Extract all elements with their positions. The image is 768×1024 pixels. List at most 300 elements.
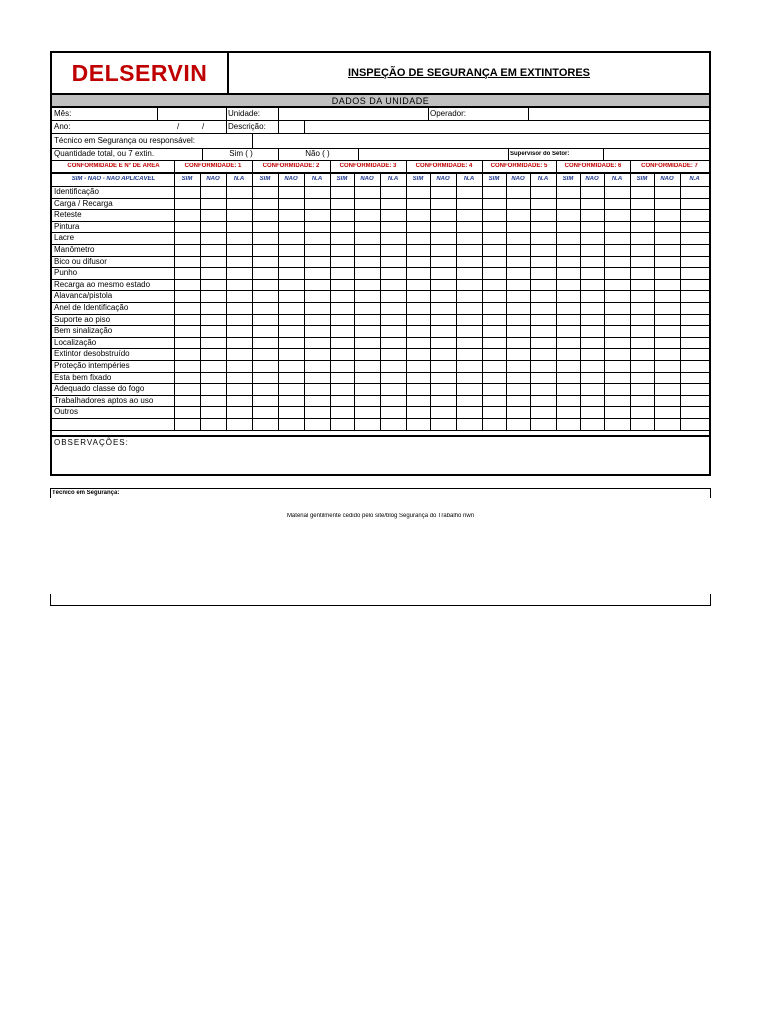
check-cell[interactable]	[407, 257, 430, 268]
check-cell[interactable]	[431, 245, 456, 256]
check-cell[interactable]	[253, 210, 278, 221]
check-cell[interactable]	[431, 384, 456, 395]
check-cell[interactable]	[605, 315, 630, 326]
check-cell[interactable]	[507, 245, 530, 256]
check-cell[interactable]	[655, 315, 680, 326]
check-cell[interactable]	[681, 407, 709, 418]
check-cell[interactable]	[531, 233, 556, 244]
check-cell[interactable]	[507, 303, 530, 314]
check-cell[interactable]	[305, 187, 330, 198]
observations-field[interactable]	[52, 435, 709, 474]
check-cell[interactable]	[201, 338, 226, 349]
descricao-field[interactable]	[305, 121, 707, 133]
check-cell[interactable]	[557, 315, 580, 326]
check-cell[interactable]	[581, 245, 604, 256]
check-cell[interactable]	[431, 303, 456, 314]
check-cell[interactable]	[655, 268, 680, 279]
check-cell[interactable]	[507, 419, 530, 430]
check-cell[interactable]	[431, 338, 456, 349]
check-cell[interactable]	[457, 349, 482, 360]
check-cell[interactable]	[557, 257, 580, 268]
check-cell[interactable]	[175, 291, 200, 302]
check-cell[interactable]	[483, 361, 506, 372]
check-cell[interactable]	[253, 187, 278, 198]
check-cell[interactable]	[431, 210, 456, 221]
check-cell[interactable]	[253, 280, 278, 291]
check-cell[interactable]	[175, 349, 200, 360]
check-cell[interactable]	[531, 349, 556, 360]
check-cell[interactable]	[605, 245, 630, 256]
check-cell[interactable]	[175, 257, 200, 268]
check-cell[interactable]	[483, 326, 506, 337]
check-cell[interactable]	[355, 222, 380, 233]
check-cell[interactable]	[507, 396, 530, 407]
check-cell[interactable]	[431, 199, 456, 210]
check-cell[interactable]	[681, 315, 709, 326]
check-cell[interactable]	[457, 245, 482, 256]
check-cell[interactable]	[201, 419, 226, 430]
check-cell[interactable]	[331, 233, 354, 244]
check-cell[interactable]	[531, 384, 556, 395]
check-cell[interactable]	[531, 407, 556, 418]
check-cell[interactable]	[655, 210, 680, 221]
check-cell[interactable]	[253, 396, 278, 407]
check-cell[interactable]	[331, 245, 354, 256]
check-cell[interactable]	[655, 326, 680, 337]
check-cell[interactable]	[581, 291, 604, 302]
check-cell[interactable]	[175, 419, 200, 430]
check-cell[interactable]	[457, 222, 482, 233]
check-cell[interactable]	[253, 199, 278, 210]
check-cell[interactable]	[331, 199, 354, 210]
check-cell[interactable]	[331, 407, 354, 418]
check-cell[interactable]	[605, 291, 630, 302]
check-cell[interactable]	[407, 326, 430, 337]
check-cell[interactable]	[655, 396, 680, 407]
check-cell[interactable]	[531, 326, 556, 337]
check-cell[interactable]	[331, 326, 354, 337]
check-cell[interactable]	[253, 407, 278, 418]
check-cell[interactable]	[227, 326, 252, 337]
check-cell[interactable]	[457, 187, 482, 198]
check-cell[interactable]	[227, 210, 252, 221]
check-cell[interactable]	[431, 407, 456, 418]
check-cell[interactable]	[557, 245, 580, 256]
check-cell[interactable]	[305, 280, 330, 291]
check-cell[interactable]	[457, 338, 482, 349]
check-cell[interactable]	[483, 199, 506, 210]
check-cell[interactable]	[681, 280, 709, 291]
check-cell[interactable]	[581, 233, 604, 244]
check-cell[interactable]	[279, 187, 304, 198]
check-cell[interactable]	[655, 349, 680, 360]
nao-option[interactable]: Não ( )	[305, 150, 330, 158]
check-cell[interactable]	[279, 303, 304, 314]
check-cell[interactable]	[681, 199, 709, 210]
check-cell[interactable]	[279, 245, 304, 256]
check-cell[interactable]	[631, 280, 654, 291]
check-cell[interactable]	[655, 245, 680, 256]
check-cell[interactable]	[431, 361, 456, 372]
check-cell[interactable]	[581, 210, 604, 221]
check-cell[interactable]	[331, 396, 354, 407]
check-cell[interactable]	[175, 361, 200, 372]
check-cell[interactable]	[557, 349, 580, 360]
check-cell[interactable]	[457, 303, 482, 314]
check-cell[interactable]	[631, 349, 654, 360]
check-cell[interactable]	[381, 280, 406, 291]
check-cell[interactable]	[331, 187, 354, 198]
check-cell[interactable]	[581, 361, 604, 372]
check-cell[interactable]	[581, 384, 604, 395]
check-cell[interactable]	[581, 257, 604, 268]
check-cell[interactable]	[355, 187, 380, 198]
check-cell[interactable]	[175, 396, 200, 407]
check-cell[interactable]	[557, 291, 580, 302]
check-cell[interactable]	[581, 373, 604, 384]
check-cell[interactable]	[175, 315, 200, 326]
check-cell[interactable]	[331, 338, 354, 349]
check-cell[interactable]	[227, 407, 252, 418]
check-cell[interactable]	[483, 257, 506, 268]
check-cell[interactable]	[605, 396, 630, 407]
check-cell[interactable]	[331, 291, 354, 302]
check-cell[interactable]	[557, 222, 580, 233]
check-cell[interactable]	[279, 419, 304, 430]
check-cell[interactable]	[605, 187, 630, 198]
check-cell[interactable]	[681, 245, 709, 256]
check-cell[interactable]	[507, 407, 530, 418]
check-cell[interactable]	[305, 245, 330, 256]
check-cell[interactable]	[483, 384, 506, 395]
check-cell[interactable]	[331, 280, 354, 291]
check-cell[interactable]	[581, 338, 604, 349]
check-cell[interactable]	[253, 419, 278, 430]
check-cell[interactable]	[605, 373, 630, 384]
check-cell[interactable]	[581, 268, 604, 279]
check-cell[interactable]	[557, 303, 580, 314]
check-cell[interactable]	[655, 384, 680, 395]
check-cell[interactable]	[483, 338, 506, 349]
check-cell[interactable]	[457, 233, 482, 244]
check-cell[interactable]	[305, 419, 330, 430]
check-cell[interactable]	[431, 373, 456, 384]
check-cell[interactable]	[227, 222, 252, 233]
check-cell[interactable]	[483, 280, 506, 291]
check-cell[interactable]	[605, 199, 630, 210]
check-cell[interactable]	[631, 384, 654, 395]
check-cell[interactable]	[631, 326, 654, 337]
check-cell[interactable]	[381, 384, 406, 395]
check-cell[interactable]	[407, 315, 430, 326]
check-cell[interactable]	[507, 210, 530, 221]
check-cell[interactable]	[355, 315, 380, 326]
check-cell[interactable]	[201, 268, 226, 279]
check-cell[interactable]	[655, 222, 680, 233]
check-cell[interactable]	[201, 326, 226, 337]
check-cell[interactable]	[531, 396, 556, 407]
check-cell[interactable]	[355, 338, 380, 349]
check-cell[interactable]	[631, 245, 654, 256]
check-cell[interactable]	[175, 280, 200, 291]
check-cell[interactable]	[305, 361, 330, 372]
check-cell[interactable]	[557, 361, 580, 372]
check-cell[interactable]	[457, 315, 482, 326]
check-cell[interactable]	[355, 268, 380, 279]
check-cell[interactable]	[483, 419, 506, 430]
check-cell[interactable]	[201, 396, 226, 407]
supervisor-field[interactable]	[604, 149, 707, 160]
check-cell[interactable]	[381, 245, 406, 256]
check-cell[interactable]	[655, 303, 680, 314]
check-cell[interactable]	[507, 280, 530, 291]
check-cell[interactable]	[581, 199, 604, 210]
check-cell[interactable]	[253, 245, 278, 256]
check-cell[interactable]	[355, 233, 380, 244]
check-cell[interactable]	[557, 338, 580, 349]
check-cell[interactable]	[253, 349, 278, 360]
check-cell[interactable]	[201, 384, 226, 395]
check-cell[interactable]	[655, 257, 680, 268]
check-cell[interactable]	[605, 280, 630, 291]
check-cell[interactable]	[355, 407, 380, 418]
check-cell[interactable]	[407, 233, 430, 244]
check-cell[interactable]	[227, 361, 252, 372]
check-cell[interactable]	[483, 233, 506, 244]
check-cell[interactable]	[631, 396, 654, 407]
check-cell[interactable]	[605, 419, 630, 430]
check-cell[interactable]	[681, 291, 709, 302]
check-cell[interactable]	[681, 233, 709, 244]
check-cell[interactable]	[605, 268, 630, 279]
check-cell[interactable]	[507, 233, 530, 244]
check-cell[interactable]	[655, 373, 680, 384]
check-cell[interactable]	[431, 233, 456, 244]
check-cell[interactable]	[655, 199, 680, 210]
check-cell[interactable]	[655, 338, 680, 349]
check-cell[interactable]	[201, 210, 226, 221]
check-cell[interactable]	[355, 373, 380, 384]
check-cell[interactable]	[631, 338, 654, 349]
check-cell[interactable]	[605, 257, 630, 268]
check-cell[interactable]	[305, 257, 330, 268]
check-cell[interactable]	[201, 361, 226, 372]
check-cell[interactable]	[605, 407, 630, 418]
check-cell[interactable]	[305, 373, 330, 384]
check-cell[interactable]	[531, 315, 556, 326]
check-cell[interactable]	[681, 210, 709, 221]
check-cell[interactable]	[655, 280, 680, 291]
check-cell[interactable]	[557, 407, 580, 418]
check-cell[interactable]	[507, 257, 530, 268]
check-cell[interactable]	[605, 349, 630, 360]
check-cell[interactable]	[381, 315, 406, 326]
check-cell[interactable]	[457, 326, 482, 337]
check-cell[interactable]	[331, 210, 354, 221]
check-cell[interactable]	[305, 338, 330, 349]
check-cell[interactable]	[431, 222, 456, 233]
check-cell[interactable]	[581, 419, 604, 430]
check-cell[interactable]	[557, 384, 580, 395]
check-cell[interactable]	[253, 326, 278, 337]
check-cell[interactable]	[381, 396, 406, 407]
check-cell[interactable]	[305, 315, 330, 326]
check-cell[interactable]	[253, 338, 278, 349]
check-cell[interactable]	[227, 291, 252, 302]
check-cell[interactable]	[227, 396, 252, 407]
check-cell[interactable]	[407, 361, 430, 372]
check-cell[interactable]	[201, 280, 226, 291]
check-cell[interactable]	[355, 396, 380, 407]
check-cell[interactable]	[305, 326, 330, 337]
check-cell[interactable]	[407, 268, 430, 279]
check-cell[interactable]	[305, 349, 330, 360]
check-cell[interactable]	[531, 245, 556, 256]
check-cell[interactable]	[631, 407, 654, 418]
check-cell[interactable]	[331, 384, 354, 395]
check-cell[interactable]	[305, 210, 330, 221]
check-cell[interactable]	[507, 291, 530, 302]
check-cell[interactable]	[631, 199, 654, 210]
check-cell[interactable]	[507, 373, 530, 384]
check-cell[interactable]	[279, 373, 304, 384]
check-cell[interactable]	[279, 257, 304, 268]
check-cell[interactable]	[381, 349, 406, 360]
check-cell[interactable]	[483, 373, 506, 384]
check-cell[interactable]	[531, 361, 556, 372]
check-cell[interactable]	[681, 303, 709, 314]
check-cell[interactable]	[331, 349, 354, 360]
check-cell[interactable]	[681, 419, 709, 430]
check-cell[interactable]	[279, 349, 304, 360]
check-cell[interactable]	[175, 222, 200, 233]
check-cell[interactable]	[201, 303, 226, 314]
check-cell[interactable]	[175, 303, 200, 314]
check-cell[interactable]	[201, 407, 226, 418]
check-cell[interactable]	[631, 210, 654, 221]
check-cell[interactable]	[201, 315, 226, 326]
check-cell[interactable]	[631, 233, 654, 244]
check-cell[interactable]	[279, 291, 304, 302]
check-cell[interactable]	[175, 384, 200, 395]
check-cell[interactable]	[355, 199, 380, 210]
check-cell[interactable]	[381, 338, 406, 349]
check-cell[interactable]	[631, 303, 654, 314]
check-cell[interactable]	[201, 245, 226, 256]
check-cell[interactable]	[175, 338, 200, 349]
check-cell[interactable]	[605, 233, 630, 244]
check-cell[interactable]	[279, 384, 304, 395]
check-cell[interactable]	[201, 349, 226, 360]
check-cell[interactable]	[331, 303, 354, 314]
check-cell[interactable]	[631, 291, 654, 302]
check-cell[interactable]	[483, 210, 506, 221]
check-cell[interactable]	[279, 326, 304, 337]
check-cell[interactable]	[407, 373, 430, 384]
check-cell[interactable]	[681, 373, 709, 384]
check-cell[interactable]	[201, 373, 226, 384]
check-cell[interactable]	[279, 233, 304, 244]
check-cell[interactable]	[431, 396, 456, 407]
check-cell[interactable]	[483, 396, 506, 407]
check-cell[interactable]	[407, 291, 430, 302]
check-cell[interactable]	[253, 291, 278, 302]
check-cell[interactable]	[407, 407, 430, 418]
check-cell[interactable]	[355, 245, 380, 256]
check-cell[interactable]	[431, 326, 456, 337]
check-cell[interactable]	[581, 280, 604, 291]
check-cell[interactable]	[581, 407, 604, 418]
check-cell[interactable]	[681, 338, 709, 349]
check-cell[interactable]	[227, 315, 252, 326]
check-cell[interactable]	[305, 222, 330, 233]
check-cell[interactable]	[407, 245, 430, 256]
check-cell[interactable]	[175, 407, 200, 418]
check-cell[interactable]	[531, 291, 556, 302]
check-cell[interactable]	[381, 233, 406, 244]
check-cell[interactable]	[557, 396, 580, 407]
check-cell[interactable]	[381, 419, 406, 430]
check-cell[interactable]	[681, 187, 709, 198]
check-cell[interactable]	[431, 268, 456, 279]
check-cell[interactable]	[681, 384, 709, 395]
check-cell[interactable]	[279, 338, 304, 349]
check-cell[interactable]	[407, 338, 430, 349]
check-cell[interactable]	[253, 315, 278, 326]
check-cell[interactable]	[175, 187, 200, 198]
check-cell[interactable]	[355, 361, 380, 372]
check-cell[interactable]	[557, 233, 580, 244]
check-cell[interactable]	[227, 245, 252, 256]
check-cell[interactable]	[175, 245, 200, 256]
check-cell[interactable]	[531, 338, 556, 349]
check-cell[interactable]	[355, 326, 380, 337]
check-cell[interactable]	[253, 361, 278, 372]
sim-option[interactable]: Sim ( )	[229, 150, 253, 158]
check-cell[interactable]	[557, 187, 580, 198]
check-cell[interactable]	[457, 257, 482, 268]
check-cell[interactable]	[557, 280, 580, 291]
check-cell[interactable]	[631, 373, 654, 384]
check-cell[interactable]	[253, 384, 278, 395]
check-cell[interactable]	[631, 222, 654, 233]
check-cell[interactable]	[305, 396, 330, 407]
check-cell[interactable]	[507, 222, 530, 233]
check-cell[interactable]	[431, 349, 456, 360]
check-cell[interactable]	[381, 268, 406, 279]
check-cell[interactable]	[227, 303, 252, 314]
unidade-field[interactable]	[279, 108, 427, 120]
check-cell[interactable]	[483, 349, 506, 360]
check-cell[interactable]	[457, 210, 482, 221]
check-cell[interactable]	[531, 268, 556, 279]
check-cell[interactable]	[531, 303, 556, 314]
check-cell[interactable]	[331, 419, 354, 430]
check-cell[interactable]	[581, 349, 604, 360]
check-cell[interactable]	[175, 326, 200, 337]
check-cell[interactable]	[381, 303, 406, 314]
check-cell[interactable]	[681, 396, 709, 407]
check-cell[interactable]	[253, 268, 278, 279]
check-cell[interactable]	[655, 419, 680, 430]
check-cell[interactable]	[631, 315, 654, 326]
check-cell[interactable]	[655, 233, 680, 244]
check-cell[interactable]	[557, 326, 580, 337]
check-cell[interactable]	[655, 407, 680, 418]
check-cell[interactable]	[531, 210, 556, 221]
check-cell[interactable]	[355, 349, 380, 360]
check-cell[interactable]	[201, 233, 226, 244]
